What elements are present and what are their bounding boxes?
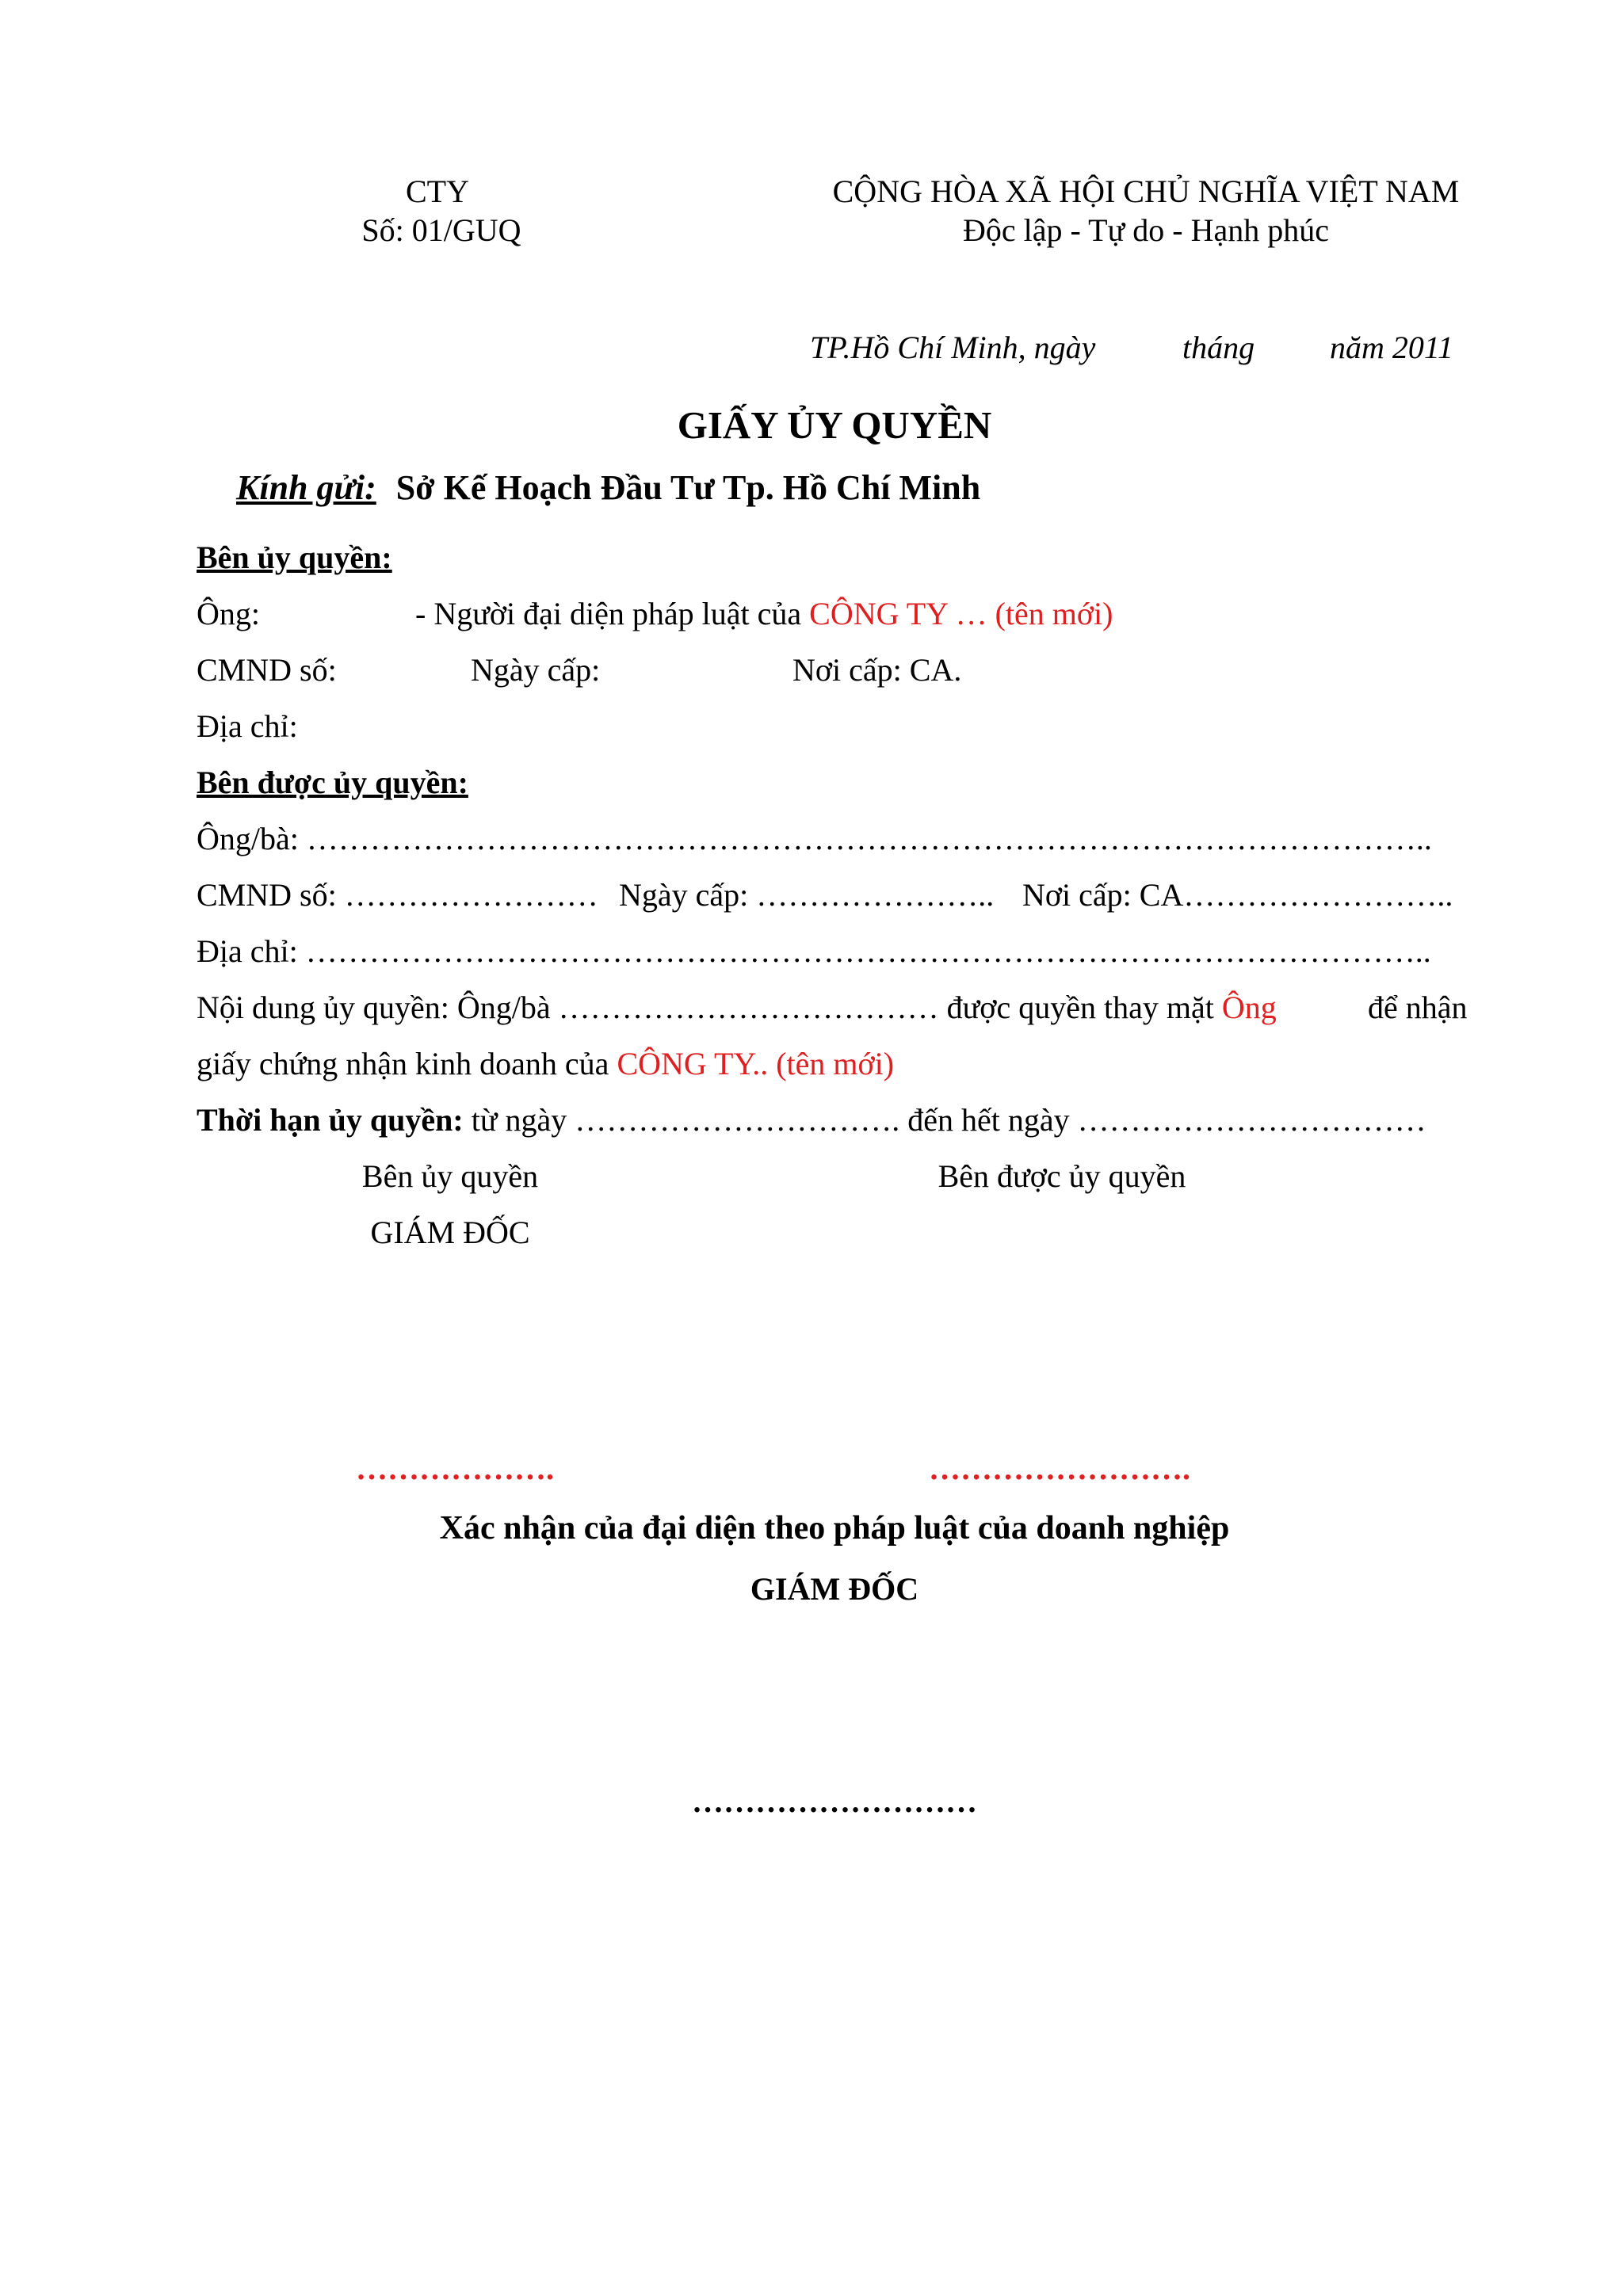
confirmation-title: Xác nhận của đại diện theo pháp luật của doanh nghiệp — [439, 1510, 1230, 1547]
authorization-content-end: để nhận — [1368, 990, 1468, 1025]
grantee-address-line: Địa chỉ: …………………………………………………………………………………………….. — [197, 933, 1431, 969]
authorization-term — [197, 1101, 1426, 1138]
grantor-issue-place-label: Nơi cấp: CA. — [792, 652, 962, 688]
recipient-label: Kính gửi: — [236, 468, 376, 507]
grantee-issue-date-field: Ngày cấp: ………………….. — [619, 877, 995, 913]
authorization-content-text: Nội dung ủy quyền: Ông/bà ……………………………… được quyền thay mặt — [197, 990, 1214, 1025]
national-title: CỘNG HÒA XÃ HỘI CHỦ NGHĨA VIỆT NAM — [832, 174, 1460, 209]
authorization-content-line — [197, 989, 1277, 1026]
grantor-company-name: CÔNG TY … (tên mới) — [809, 596, 1113, 631]
grantee-issue-place-field: Nơi cấp: CA…………………….. — [1022, 877, 1453, 913]
date-city-day: TP.Hồ Chí Minh, ngày — [810, 330, 1096, 365]
grantor-ong-desc — [415, 595, 1113, 632]
confirmation-signature-dots: ……………………… — [692, 1783, 977, 1819]
authorization-company-name: CÔNG TY.. (tên mới) — [617, 1046, 895, 1081]
grantor-issue-date-label: Ngày cấp: — [471, 652, 601, 688]
grantor-ong-label: Ông: — [197, 596, 260, 631]
grantor-signature-role: GIÁM ĐỐC — [370, 1215, 530, 1250]
date-year: năm 2011 — [1330, 330, 1453, 365]
grantor-cmnd-label: CMND số: — [197, 652, 337, 688]
grantor-heading: Bên ủy quyền: — [197, 540, 392, 575]
grantor-representative-text: - Người đại diện pháp luật của — [415, 596, 802, 631]
grantee-name-line: Ông/bà: …………………………………………………………………………………………….. — [197, 821, 1432, 856]
authorization-content-ong: Ông — [1221, 990, 1277, 1025]
grantor-address-label: Địa chỉ: — [197, 708, 298, 744]
date-month: tháng — [1182, 330, 1255, 365]
authorization-purpose-text: giấy chứng nhận kinh doanh của — [197, 1046, 609, 1081]
grantee-signature-title: Bên được ủy quyền — [938, 1158, 1186, 1194]
document-title: GIẤY ỦY QUYỀN — [677, 403, 992, 447]
authorization-content-line2 — [197, 1045, 894, 1082]
grantee-cmnd-field: CMND số: …………………… — [197, 877, 598, 913]
company-name: CTY — [406, 174, 469, 209]
confirmation-role: GIÁM ĐỐC — [750, 1571, 919, 1607]
term-label: Thời hạn ủy quyền: — [197, 1102, 464, 1138]
grantee-heading: Bên được ủy quyền: — [197, 765, 468, 800]
grantor-signature-dots: ………………. — [356, 1451, 554, 1486]
term-text: từ ngày …………………………. đến hết ngày …………………………… — [471, 1102, 1426, 1138]
recipient-line — [236, 467, 980, 508]
grantor-signature-title: Bên ủy quyền — [361, 1158, 539, 1194]
document-number: Số: 01/GUQ — [361, 212, 521, 248]
recipient-value: Sở Kế Hoạch Đầu Tư Tp. Hồ Chí Minh — [395, 468, 981, 507]
national-motto: Độc lập - Tự do - Hạnh phúc — [963, 212, 1329, 248]
grantee-signature-dots: ……………………. — [929, 1451, 1190, 1486]
